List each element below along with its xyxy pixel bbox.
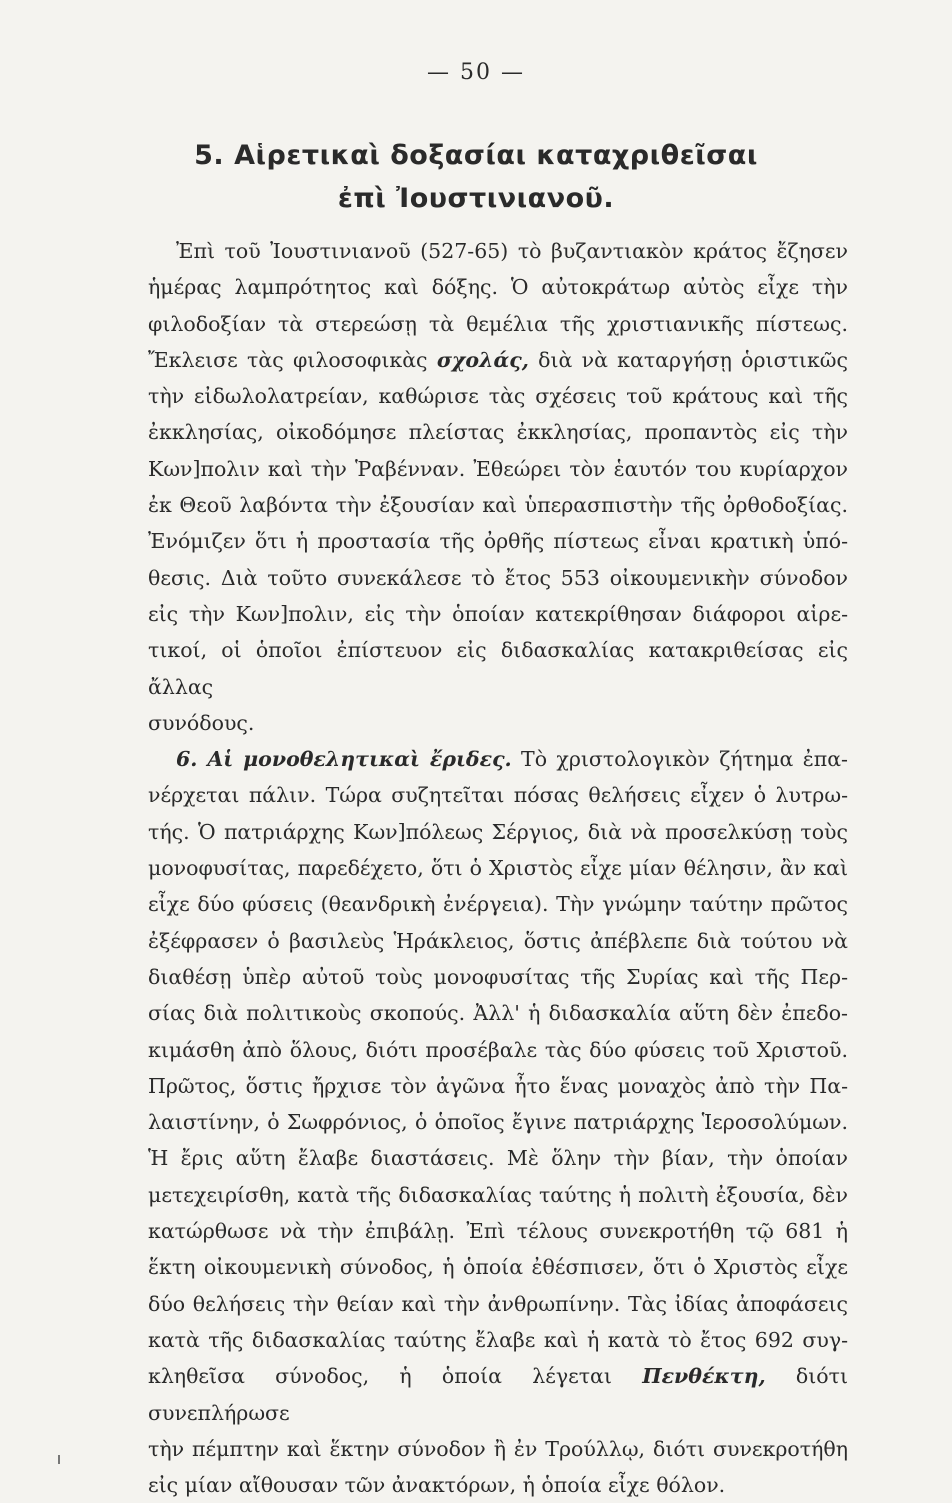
text-segment: κληθεῖσα σύνοδος, ἡ ὁποία λέγεται [148, 1364, 612, 1389]
text-segment: διὰ νὰ καταργήσῃ ὁριστικῶς [538, 347, 848, 372]
text-line: εἶχε δύο φύσεις (θεανδρικὴ ἐνέργεια). Τὴν γνώμην ταύτην πρῶτος [148, 892, 848, 917]
text-line: φιλοδοξίαν τὰ στερεώσῃ τὰ θεμέλια τῆς χριστιανικῆς πίστεως. [148, 311, 848, 336]
text-line: ἐκκλησίας, οἰκοδόμησε πλείστας ἐκκλησίας, προπαντὸς εἰς τὴν [148, 420, 848, 445]
text-line: μετεχειρίσθη, κατὰ τῆς διδασκαλίας ταύτης ἡ πολιτὴ ἐξουσία, δὲν [148, 1182, 848, 1207]
emphasized-word: Πενθέκτη, [642, 1364, 766, 1389]
text-segment: διότι συνεπλήρωσε [148, 1364, 848, 1425]
text-segment: Τὸ χριστολογικὸν ζήτημα ἐπα- [521, 747, 848, 772]
text-line: μονοφυσίτας, παρεδέχετο, ὅτι ὁ Χριστὸς εἶχε μίαν θέλησιν, ἂν καὶ [148, 856, 848, 881]
text-line: τὴν εἰδωλολατρείαν, καθώρισε τὰς σχέσεις τοῦ κράτους καὶ τῆς [148, 384, 848, 409]
text-line: δύο θελήσεις τὴν θείαν καὶ τὴν ἀνθρωπίνην. Τὰς ἰδίας ἀποφάσεις [148, 1291, 848, 1316]
section-heading-line-2: ἐπὶ Ἰουστινιανοῦ. [337, 183, 615, 214]
text-line: νέρχεται πάλιν. Τώρα συζητεῖται πόσας θελήσεις εἶχεν ὁ λυτρω- [148, 783, 848, 808]
page-number: — 50 — [427, 60, 525, 85]
text-line: εἰς μίαν αἴθουσαν τῶν ἀνακτόρων, ἡ ὁποία εἶχε θόλον. [148, 1473, 726, 1498]
section-heading-line-1: 5. Αἱρετικαὶ δοξασίαι καταχριθεῖσαι [194, 140, 758, 171]
text-line: Ἐπὶ τοῦ Ἰουστινιανοῦ (527-65) τὸ βυζαντιακὸν κράτος ἔζησεν [176, 239, 848, 263]
stray-ink-mark [58, 1455, 60, 1464]
text-line: σίας διὰ πολιτικοὺς σκοπούς. Ἀλλ' ἡ διδασκαλία αὕτη δὲν ἐπεδο- [148, 1001, 848, 1026]
text-line: κατὰ τῆς διδασκαλίας ταύτης ἔλαβε καὶ ἡ κατὰ τὸ ἔτος 692 συγ- [148, 1327, 848, 1352]
emphasized-word: σχολάς, [436, 347, 529, 372]
text-line: κατώρθωσε νὰ τὴν ἐπιβάλῃ. Ἐπὶ τέλους συνεκροτήθη τῷ 681 ἡ [148, 1219, 848, 1244]
text-line: τής. Ὁ πατριάρχης Κων]πόλεως Σέργιος, διὰ νὰ προσελκύσῃ τοὺς [148, 819, 848, 844]
text-line: Ἡ ἔρις αὕτη ἔλαβε διαστάσεις. Μὲ ὅλην τὴν βίαν, τὴν ὁποίαν [148, 1146, 848, 1171]
text-line: κιμάσθη ἀπὸ ὅλους, διότι προσέβαλε τὰς δύο φύσεις τοῦ Χριστοῦ. [148, 1037, 848, 1062]
text-line: Ἐνόμιζεν ὅτι ἡ προστασία τῆς ὀρθῆς πίστεως εἶναι κρατικὴ ὑπό- [148, 529, 848, 554]
text-line: ἐξέφρασεν ὁ βασιλεὺς Ἡράκλειος, ὅστις ἀπέβλεπε διὰ τούτου νὰ [148, 928, 848, 953]
body-text [148, 233, 848, 1503]
text-line: ἐκ Θεοῦ λαβόντα τὴν ἐξουσίαν καὶ ὑπερασπιστὴν τῆς ὀρθοδοξίας. [148, 493, 848, 518]
text-line: Κων]πολιν καὶ τὴν Ῥαβένναν. Ἐθεώρει τὸν ἑαυτόν του κυρίαρχον [148, 456, 848, 481]
text-line: τικοί, οἱ ὁποῖοι ἐπίστευον εἰς διδασκαλίας κατακριθείσας εἰς ἄλλας [148, 638, 848, 699]
text-line [148, 342, 848, 378]
text-line [148, 1358, 848, 1431]
text-line: εἰς τὴν Κων]πολιν, εἰς τὴν ὁποίαν κατεκρίθησαν διάφοροι αἱρε- [148, 601, 848, 626]
text-line: συνόδους. [148, 710, 255, 735]
text-line: Πρῶτος, ὅστις ἤρχισε τὸν ἀγῶνα ἦτο ἕνας μοναχὸς ἀπὸ τὴν Πα- [148, 1073, 848, 1098]
text-line: ἕκτη οἰκουμενικὴ σύνοδος, ἡ ὁποία ἐθέσπισεν, ὅτι ὁ Χριστὸς εἶχε [148, 1255, 848, 1280]
text-line [148, 741, 848, 777]
text-line: ἡμέρας λαμπρότητος καὶ δόξης. Ὁ αὐτοκράτωρ αὐτὸς εἶχε τὴν [148, 275, 848, 300]
text-line: διαθέσῃ ὑπὲρ αὐτοῦ τοὺς μονοφυσίτας τῆς Συρίας καὶ τῆς Περ- [148, 964, 848, 989]
text-line: τὴν πέμπτην καὶ ἕκτην σύνοδον ἢ ἐν Τρούλλῳ, διότι συνεκροτήθη [148, 1436, 848, 1461]
text-segment: Ἔκλεισε τὰς φιλοσοφικὰς [148, 347, 428, 372]
text-line: θεσις. Διὰ τοῦτο συνεκάλεσε τὸ ἔτος 553 οἰκουμενικὴν σύνοδον [148, 565, 848, 590]
subsection-heading: 6. Αἱ μονοθελητικαὶ ἔριδες. [176, 747, 512, 772]
text-line: λαιστίνην, ὁ Σωφρόνιος, ὁ ὁποῖος ἔγινε πατριάρχης Ἱεροσολύμων. [148, 1110, 848, 1135]
